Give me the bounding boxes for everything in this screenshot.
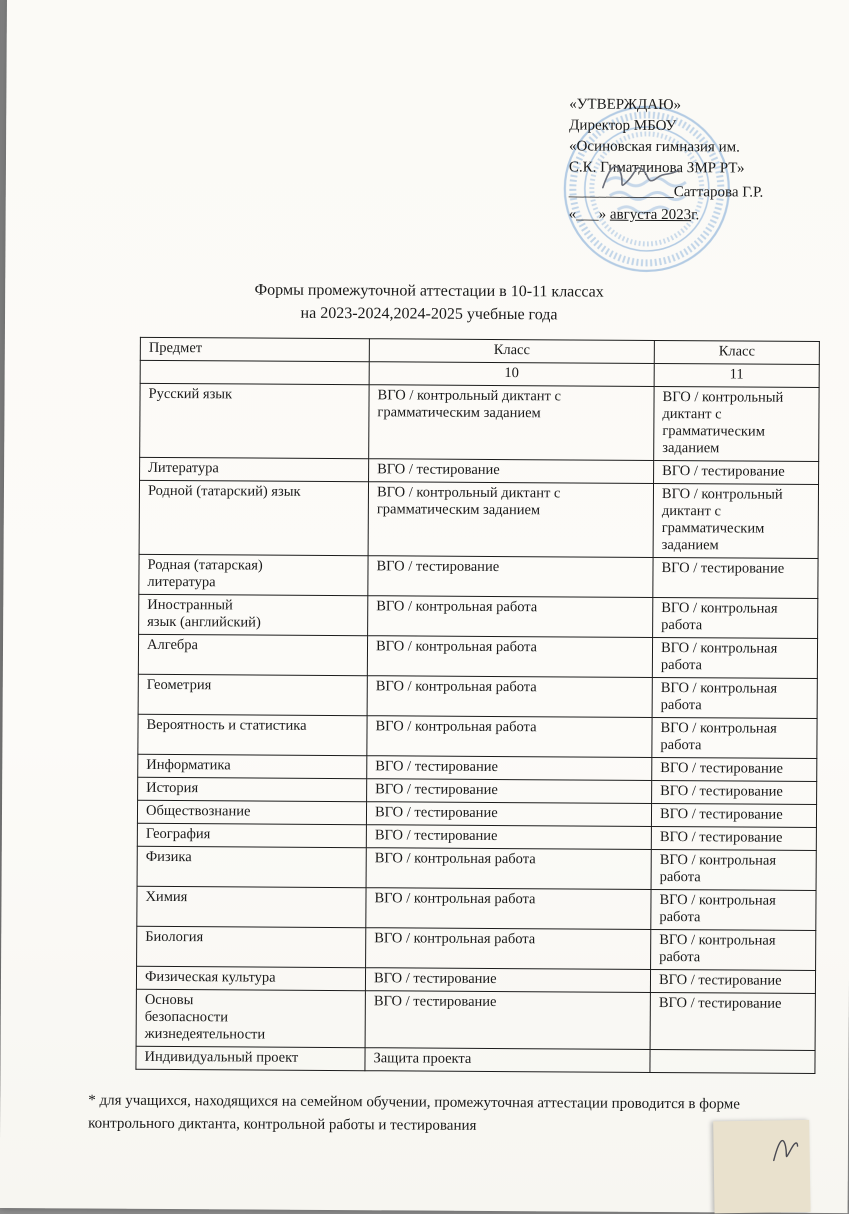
grade10-cell: ВГО / контрольная работа: [367, 676, 652, 718]
table-row: [137, 926, 816, 970]
header-class-11: Класс: [654, 340, 819, 364]
approval-line-2: Директор МБОУ: [569, 115, 829, 138]
grade10-cell: ВГО / тестирование: [369, 459, 654, 484]
subject-cell: Физика: [137, 846, 366, 887]
grade11-cell: ВГО / контрольная работа: [653, 597, 818, 638]
subject-cell: Индивидуальный проект: [136, 1046, 365, 1070]
subject-cell: Физическая культура: [136, 966, 365, 990]
signature: [597, 160, 687, 195]
table-row: [136, 1046, 815, 1073]
grade10-cell: ВГО / тестирование: [365, 991, 650, 1050]
header-class-10: Класс: [369, 339, 654, 364]
grade10-cell: ВГО / контрольный диктант с грамматическим заданием: [369, 385, 654, 461]
date-prefix: «___»: [569, 206, 610, 222]
signature-name: Саттарова Г.Р.: [674, 184, 764, 201]
signature-row: [569, 181, 829, 204]
table-row: [138, 674, 817, 718]
subject-cell: Литература: [140, 457, 369, 481]
table-row: [139, 594, 818, 638]
grade10-cell: ВГО / тестирование: [365, 968, 650, 993]
grade10-cell: ВГО / тестирование: [366, 825, 651, 850]
pen-mark: [763, 1130, 804, 1171]
header-grade-11: 11: [654, 363, 819, 387]
grade11-cell: ВГО / тестирование: [652, 780, 817, 804]
table-body: [136, 383, 819, 1073]
subject-cell: География: [137, 823, 366, 847]
grade11-cell: ВГО / контрольная работа: [651, 849, 816, 890]
subject-cell: Биология: [137, 926, 366, 967]
header-grade-10: 10: [369, 362, 654, 387]
grade11-cell: ВГО / контрольный диктант с грамматическим заданием: [653, 483, 818, 558]
grade11-cell: ВГО / тестирование: [653, 557, 818, 598]
date-line: [569, 204, 829, 227]
subject-cell: История: [138, 777, 367, 801]
header-subject-empty: [140, 360, 369, 384]
grade10-cell: Защита проекта: [365, 1048, 650, 1073]
grade10-cell: ВГО / контрольный диктант с грамматическим заданием: [368, 482, 653, 558]
grade11-cell: ВГО / контрольная работа: [652, 637, 817, 678]
approval-line-3: «Осиновская гимназия им.: [569, 136, 829, 159]
table-row: [139, 480, 818, 558]
table-row: [139, 554, 818, 598]
grade10-cell: ВГО / тестирование: [367, 756, 652, 781]
table-row: [140, 383, 819, 461]
grade10-cell: ВГО / тестирование: [368, 556, 653, 598]
grade10-cell: ВГО / контрольная работа: [366, 888, 651, 930]
subject-cell: Алгебра: [138, 634, 367, 675]
subject-cell: Обществознание: [137, 800, 366, 824]
grade10-cell: ВГО / тестирование: [366, 802, 651, 827]
grade11-cell: ВГО / контрольная работа: [651, 929, 816, 970]
footnote: * для учащихся, находящихся на семейном обучении, промежуточная аттестации проводится в форме контрольного диктанта, контрольной работы и тестирования: [88, 1090, 794, 1140]
scan-artifact-note: [713, 1120, 810, 1213]
date-suffix: г.: [691, 207, 699, 223]
approval-line-1: «УТВЕРЖДАЮ»: [569, 94, 829, 117]
title-line-2: на 2023-2024,2024-2025 учебные года: [5, 300, 849, 328]
table-row: [138, 634, 817, 678]
grade11-cell: ВГО / контрольная работа: [652, 717, 817, 758]
subject-cell: Русский язык: [140, 383, 369, 458]
grade10-cell: ВГО / контрольная работа: [367, 636, 652, 678]
grade11-cell: ВГО / контрольная работа: [652, 677, 817, 718]
table-row: [138, 714, 817, 758]
document-title: [5, 277, 849, 328]
approval-line-4: С.К. Гиматдинова ЗМР РТ»: [569, 157, 829, 180]
grade10-cell: ВГО / контрольная работа: [367, 716, 652, 758]
subject-cell: Родная (татарская) литература: [139, 554, 368, 595]
grade10-cell: ВГО / контрольная работа: [366, 928, 651, 970]
subject-cell: Химия: [137, 886, 366, 927]
table-row: [137, 846, 816, 890]
grade11-cell: ВГО / тестирование: [650, 969, 815, 993]
grade10-cell: ВГО / контрольная работа: [368, 596, 653, 638]
approval-block: [569, 94, 830, 227]
grade11-cell: ВГО / тестирование: [651, 803, 816, 827]
subject-cell: Родной (татарский) язык: [139, 480, 368, 555]
signature-line: ______________: [569, 183, 674, 200]
attestation-table: [135, 337, 819, 1074]
header-subject: Предмет: [140, 337, 369, 361]
grade11-cell: [650, 1049, 815, 1073]
grade11-cell: ВГО / контрольный диктант с грамматическим заданием: [654, 386, 819, 461]
grade10-cell: ВГО / тестирование: [367, 779, 652, 804]
subject-cell: Вероятность и статистика: [138, 714, 367, 755]
date-month-year: августа 2023: [610, 207, 691, 223]
grade11-cell: ВГО / контрольная работа: [651, 889, 816, 930]
subject-cell: Иностранный язык (английский): [139, 594, 368, 635]
subject-cell: Информатика: [138, 754, 367, 778]
table-row: [136, 989, 815, 1050]
subject-cell: Основы безопасности жизнедеятельности: [136, 989, 365, 1047]
grade11-cell: ВГО / тестирование: [654, 460, 819, 484]
grade10-cell: ВГО / контрольная работа: [366, 848, 651, 890]
table-row: [137, 886, 816, 930]
grade11-cell: ВГО / тестирование: [650, 992, 815, 1050]
grade11-cell: ВГО / тестирование: [652, 757, 817, 781]
subject-cell: Геометрия: [138, 674, 367, 715]
title-line-1: Формы промежуточной аттестации в 10-11 классах: [5, 277, 849, 305]
grade11-cell: ВГО / тестирование: [651, 826, 816, 850]
